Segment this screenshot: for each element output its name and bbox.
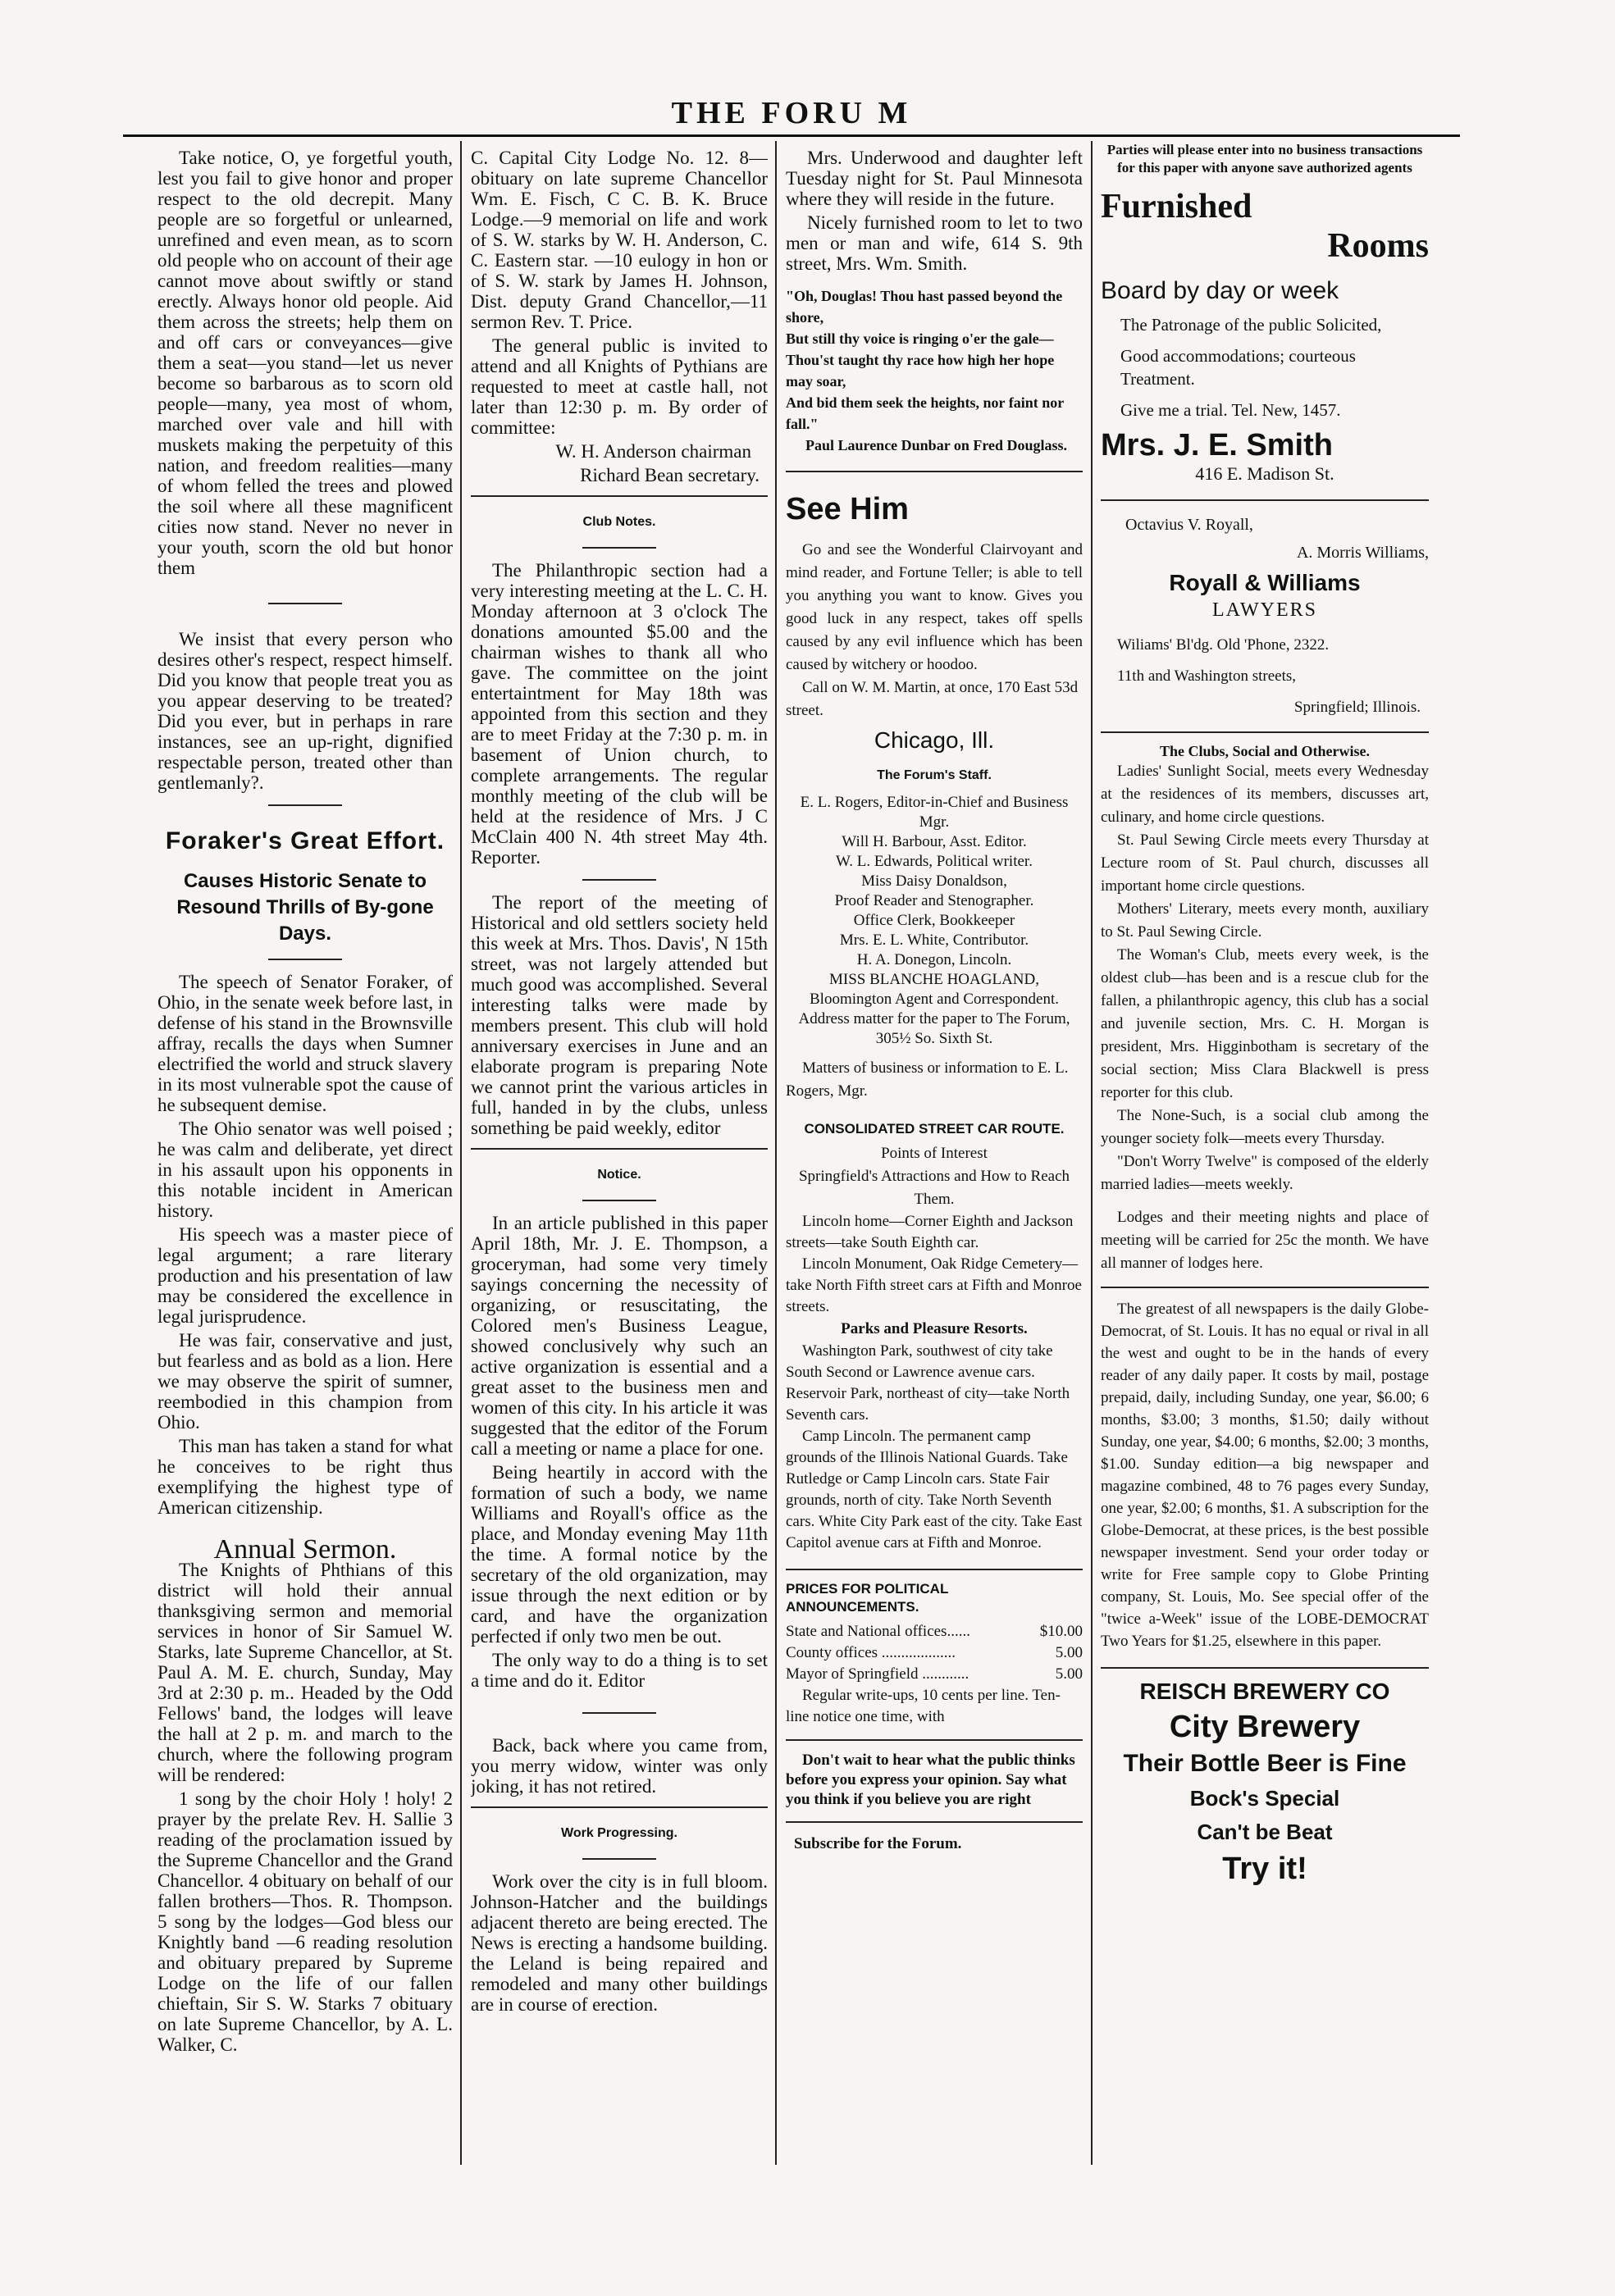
article-text: Nicely furnished room to let to two men or man and wife, 614 S. 9th street, Mrs. Wm. Smith. <box>786 212 1083 274</box>
separator <box>268 603 342 604</box>
separator <box>471 1806 768 1808</box>
separator <box>471 495 768 497</box>
article-text: This man has taken a stand for what he conceives to be right thus exemplifying the highest type of American citizenship. <box>157 1436 453 1518</box>
article-text: The Knights of Phthians of this district will hold their annual thanksgiving sermon and memorial services in honor of Sir Samuel W. Starks, late Supreme Chancellor, at St. Paul A. M. E. church, Sunday, May 3rd at 2:30 p. m.. Headed by the Odd Fellows' band, the lodges will leave the hall at 2 p. m. and march to the church, where the following program will be rendered: <box>157 1560 453 1785</box>
staff-entry: E. L. Rogers, Editor-in-Chief and Business Mgr. <box>800 794 1069 831</box>
separator <box>786 1739 1083 1741</box>
section-heading: Notice. <box>597 1168 641 1182</box>
price-label: State and National offices...... <box>786 1623 970 1640</box>
article-text: The general public is invited to attend and all Knights of Pythians are requested to meet at castle hall, not later than 12:30 p. m. By order of committee: <box>471 335 768 438</box>
brewery-slogan: Try it! <box>1222 1852 1307 1886</box>
signature: Richard Bean secretary. <box>580 465 760 485</box>
price-label: Mayor of Springfield ............ <box>786 1665 969 1683</box>
section-heading: CONSOLIDATED STREET CAR ROUTE. <box>804 1121 1065 1137</box>
poem-line: And bid them seek the heights, nor faint nor fall." <box>786 394 1064 432</box>
staff-entry: Miss Daisy Donaldson, <box>861 872 1007 890</box>
poem-line: "Oh, Douglas! Thou hast passed beyond the shore, <box>786 288 1063 326</box>
headline: Foraker's Great Effort. <box>165 827 445 854</box>
article-text: We insist that every person who desires other's respect, respect himself. Did you know that people treat you as you appear deserving to be treated? Did you ever, but in perhaps in rare instances, see an up-right, dignified respectable person, treated other than gentlemanly?. <box>157 629 453 793</box>
staff-list <box>786 793 1083 1049</box>
ad-text: A. Morris Williams, <box>1296 544 1429 562</box>
ad-text: The Patronage of the public Solicited, <box>1120 315 1382 335</box>
article-text: In an article published in this paper April 18th, Mr. J. E. Thompson, a groceryman, had some very timely sayings concerning the necessity of organizing, or resuscitating, the Colored men's Business League, showed conclusively why such an active organization is essential and a great asset to the business men and women of this city. In his article it was suggested that the editor of the Forum call a meeting or name a place for one. <box>471 1213 768 1459</box>
column-4 <box>1101 141 1429 2207</box>
article-text: Work over the city is in full bloom. Johnson-Hatcher and the buildings adjacent thereto are being erected. The News is erecting a handsome building. the Leland is being repaired and remodeled and many other buildings are in course of erection. <box>471 1871 768 2015</box>
staff-entry: H. A. Donegon, Lincoln. <box>856 951 1012 968</box>
ad-headline: Royall & Williams <box>1169 570 1361 595</box>
notice-text: Matters of business or information to E. L. Rogers, Mgr. <box>786 1059 1069 1100</box>
separator <box>582 1712 656 1714</box>
staff-entry: MISS BLANCHE HOAGLAND, <box>829 971 1039 988</box>
article-text: Take notice, O, ye forgetful youth, lest you fail to give honor and proper respect to the old decrepit. Many people are so forgetful or unlearned, unrefined and even mean, as to scorn old people who on account of their age cannot move about swiftly or stand erectly. Always honor old people. Aid them across the streets; help them on and off cars or conveyances—give them a seat—you stand—let us never become so barbarous as to scorn old people—many, yea most of whom, marched over vale and hill with muskets making the perpetuity of this nation, and freedom realities—many of whom felled the trees and plowed the soil where all these magnificent cities now stand. Never no never in your youth, scorn the old but honor them <box>157 148 453 578</box>
staff-entry: Address matter for the paper to The Forum, 305½ So. Sixth St. <box>798 1010 1070 1047</box>
notice-text: Parties will please enter into no business transactions for this paper with anyone save authorized agents <box>1106 142 1423 175</box>
ad-headline: Furnished <box>1101 188 1252 226</box>
price-label: County offices ................... <box>786 1644 956 1661</box>
club-entry: Mothers' Literary, meets every month, auxiliary to St. Paul Sewing Circle. <box>1101 900 1429 941</box>
ad-text: Wiliams' Bl'dg. Old 'Phone, 2322. <box>1117 636 1330 654</box>
ad-headline: See Him <box>786 492 909 526</box>
section-heading: Club Notes. <box>582 515 656 529</box>
club-entry: Ladies' Sunlight Social, meets every Wednesday at the residences of its members, discusses art, culinary, and home circle questions. <box>1101 763 1429 826</box>
staff-entry: Office Clerk, Bookkeeper <box>853 912 1015 929</box>
price-value: $10.00 <box>1039 1623 1083 1640</box>
separator <box>786 1821 1083 1823</box>
brewery-title: City Brewery <box>1169 1710 1361 1744</box>
price-list <box>786 1621 1083 1728</box>
ad-text: Go and see the Wonderful Clairvoyant and mind reader, and Fortune Teller; is able to tell you anything you want to know. Gives you good luck in any respect, takes off spells caused by any evil influence which has been caused by witchery or hoodoo. <box>786 541 1083 673</box>
subheadline: Causes Historic Senate to Resound Thrills of By-gone Days. <box>176 870 434 945</box>
poem <box>786 285 1083 456</box>
club-entry: St. Paul Sewing Circle meets every Thursday at Lecture room of St. Paul church, discusses all important home circle questions. <box>1101 831 1429 895</box>
staff-entry: Will H. Barbour, Asst. Editor. <box>842 833 1027 850</box>
ad-text: Springfield; Illinois. <box>1293 699 1421 716</box>
article-text: Mrs. Underwood and daughter left Tuesday night for St. Paul Minnesota where they will reside in the future. <box>786 148 1083 209</box>
route-text: Lincoln home—Corner Eighth and Jackson streets—take South Eighth car. <box>786 1213 1074 1251</box>
ad-text: Give me a trial. Tel. New, 1457. <box>1120 400 1341 420</box>
ad-subheadline: Board by day or week <box>1101 277 1339 304</box>
brewery-slogan: Their Bottle Beer is Fine <box>1123 1750 1407 1777</box>
poem-line: Thou'st taught thy race how high her hope may soar, <box>786 352 1055 390</box>
ad-headline: Rooms <box>1327 227 1429 265</box>
article-text: 1 song by the choir Holy ! holy! 2 prayer by the prelate Rev. H. Sallie 3 reading of the proclamation issued by the Supreme Chancellor and the Grand Chancellor. 4 obituary on behalf of our fallen brothers—Thos. R. Thompson. 5 song by the lodges—God bless our Knightly band —6 reading resolution and obituary prepared by Supreme Lodge on the life of our fallen chieftain, Sir S. W. Starks 7 obituary on late Supreme Chancellor, by A. L. Walker, C. <box>157 1788 453 2055</box>
route-text: Lincoln Monument, Oak Ridge Cemetery—take North Fifth street cars at Fifth and Monroe streets. <box>786 1255 1082 1315</box>
separator <box>1101 731 1429 733</box>
ad-address: 416 E. Madison St. <box>1195 463 1334 484</box>
section-heading: PRICES FOR POLITICAL ANNOUNCEMENTS. <box>786 1581 949 1615</box>
separator <box>786 471 1083 472</box>
article-text: The speech of Senator Foraker, of Ohio, in the senate week before last, in defense of his stand in the Brownsville affray, recalls the days when Sumner electrified the world and struck slavery in its most vulnerable spot the cause of he subsequent demise. <box>157 972 453 1115</box>
separator <box>1101 1287 1429 1288</box>
brewery-ad <box>1101 1679 1429 1887</box>
subheading: Springfield's Attractions and How to Reach Them. <box>798 1168 1070 1208</box>
separator <box>786 1569 1083 1570</box>
price-row <box>786 1621 1083 1642</box>
article-text: C. Capital City Lodge No. 12. 8—obituary on late supreme Chancellor Wm. E. Fisch, C C. B. K. Bruce Lodge.—9 memorial on life and work of S. W. starks by W. H. Anderson, C. C. Eastern star. —10 eulogy in hon or of S. W. stark by James H. Johnson, Dist. deputy Grand Chancellor,—11 sermon Rev. T. Price. <box>471 148 768 332</box>
signature: W. H. Anderson chairman <box>555 441 751 462</box>
article-text: The Ohio senator was well poised ; he was calm and deliberate, yet direct in his assault upon his opponents in this notable incident in American history. <box>157 1118 453 1221</box>
brewery-name: REISCH BREWERY CO <box>1139 1679 1390 1704</box>
ad-text: 11th and Washington streets, <box>1117 667 1296 685</box>
separator <box>582 547 656 549</box>
club-entry: "Don't Worry Twelve" is composed of the elderly married ladies—meets weekly. <box>1101 1153 1429 1193</box>
masthead-rule <box>123 134 1460 137</box>
brewery-slogan: Can't be Beat <box>1197 1820 1333 1844</box>
article-text: The Philanthropic section had a very interesting meeting at the L. C. H. Monday afternoon at 3 o'clock The donations amounted $5.00 and the chairman wishes to thank all who gave. The committee on the joint entertaintment for May 18th was appointed from this section and they are to meet Friday at the 7:30 p. m. in basement of Union church, to complete arrangements. The regular monthly meeting of the club will be held at the residence of Mrs. J C McClain 400 N. 4th street May 4th. Reporter. <box>471 560 768 868</box>
ad-text: Call on W. M. Martin, at once, 170 East 53d street. <box>786 679 1079 719</box>
club-entry: The Woman's Club, meets every week, is the oldest club—has been and is a rescue club for the fallen, a philanthropic agency, this club has a social and juvenile section, Mrs. C. H. Morgan is president, Mrs. Higginbotham is secretary of the social section; Miss Clara Blackwell is press reporter for this club. <box>1101 946 1429 1101</box>
price-note: Regular write-ups, 10 cents per line. Ten-line notice one time, with <box>786 1687 1061 1725</box>
column-divider <box>1091 141 1093 2165</box>
separator <box>582 1858 656 1860</box>
separator <box>1101 1667 1429 1669</box>
article-text: The only way to do a thing is to set a time and do it. Editor <box>471 1650 768 1691</box>
ad-text: Good accommodations; courteous Treatment. <box>1120 346 1356 389</box>
subheading: Parks and Pleasure Resorts. <box>841 1320 1028 1337</box>
headline: Annual Sermon. <box>213 1534 397 1565</box>
subheading: Points of Interest <box>881 1145 988 1162</box>
column-2 <box>471 148 768 2018</box>
ad-city: Chicago, Ill. <box>874 727 995 753</box>
staff-entry: Bloomington Agent and Correspondent. <box>810 991 1059 1008</box>
column-divider <box>460 141 462 2165</box>
club-entry: The None-Such, is a social club among the younger society folk—meets every Thursday. <box>1101 1107 1429 1147</box>
column-1 <box>157 148 453 2058</box>
separator <box>471 1148 768 1150</box>
article-text: The report of the meeting of Historical and old settlers society held this week at Mrs. Thos. Davis', N 15th street, was not largely attended but much good was accomplished. Several interesting talks were made by members present. This club will hold anniversary exercises in June and an elaborate program is preparing Note we cannot print the various articles in full, handed in by the clubs, unless something be paid weekly, editor <box>471 892 768 1138</box>
separator <box>268 959 342 960</box>
club-entry: Lodges and their meeting nights and place of meeting will be carried for 25c the month. We have all manner of lodges here. <box>1101 1209 1429 1272</box>
staff-entry: Proof Reader and Stenographer. <box>834 892 1034 909</box>
route-text: Washington Park, southwest of city take South Second or Lawrence avenue cars. Reservoir Park, northeast of city—take North Seventh cars. <box>786 1342 1070 1424</box>
separator <box>1101 499 1429 501</box>
column-divider <box>775 141 777 2165</box>
price-row <box>786 1642 1083 1664</box>
staff-entry: W. L. Edwards, Political writer. <box>836 853 1033 870</box>
route-text: Camp Lincoln. The permanent camp grounds of the Illinois National Guards. Take Rutledge or Camp Lincoln cars. State Fair grounds, north of city. Take North Seventh cars. White City Park east of the city. Take East Capitol avenue cars at Fifth and Monroe. <box>786 1428 1083 1551</box>
article-text: Back, back where you came from, you merry widow, winter was only joking, it has not retired. <box>471 1735 768 1797</box>
poem-line: But still thy voice is ringing o'er the gale— <box>786 330 1054 347</box>
price-value: 5.00 <box>1055 1665 1083 1683</box>
section-heading: The Forum's Staff. <box>877 768 992 782</box>
section-heading: Work Progressing. <box>561 1826 677 1840</box>
price-row <box>786 1664 1083 1685</box>
column-3 <box>786 148 1083 2206</box>
article-text: His speech was a master piece of legal argument; a rare literary production and his presentation of law may be considered the excellence in legal jurisprudence. <box>157 1224 453 1327</box>
separator <box>582 1200 656 1201</box>
quote-text: Don't wait to hear what the public thinks before you express your opinion. Say what you think if you believe you are right <box>786 1752 1075 1808</box>
article-text: Being heartily in accord with the formation of such a body, we name Williams and Royall's office as the place, and Monday evening May 11th the time. A formal notice by the secretary of the old organization, may issue through the next edition or by card, and have the organization perfected if only two men be out. <box>471 1462 768 1647</box>
newspaper-page <box>123 82 1460 2214</box>
price-value: 5.00 <box>1055 1644 1083 1661</box>
ad-subheadline: LAWYERS <box>1211 599 1318 621</box>
subscribe-line: Subscribe for the Forum. <box>794 1835 962 1852</box>
ad-text: The greatest of all newspapers is the daily Globe-Democrat, of St. Louis. It has no equal or rival in all the west and ought to be in the hands of every reader of any daily paper. It costs by mail, postage prepaid, daily, including Sunday, one year, $6.00; 6 months, $3.00; 3 months, $1.50; daily without Sunday, one year, $4.00; 6 months, $2.00; 3 months, $1.00. Sunday edition—a big newspaper and magazine combined, 48 to 76 pages every Sunday, one year, $2.00; 6 months, $1. A subscription for the Globe-Democrat, at these prices, is the best possible newspaper investment. Send your order today or write for Free sample copy to Globe Printing company, St. Louis, Mo. See special offer of the "twice a-Week" issue of the LOBE-DEMOCRAT Two Years for $1.25, elsewhere in this paper. <box>1101 1301 1429 1650</box>
masthead: THE FORU M <box>671 96 912 130</box>
ad-name: Mrs. J. E. Smith <box>1101 428 1333 462</box>
brewery-slogan: Bock's Special <box>1189 1786 1340 1811</box>
section-heading: The Clubs, Social and Otherwise. <box>1159 743 1371 759</box>
poem-attribution: Paul Laurence Dunbar on Fred Douglass. <box>805 437 1068 453</box>
separator <box>582 879 656 881</box>
ad-text: Octavius V. Royall, <box>1125 516 1253 534</box>
separator <box>268 804 342 806</box>
article-text: He was fair, conservative and just, but fearless and as bold as a lion. Here we may observe the spirit of sumner, reembodied in this champion from Ohio. <box>157 1330 453 1433</box>
clubs-list <box>1101 760 1429 1275</box>
staff-entry: Mrs. E. L. White, Contributor. <box>839 932 1029 949</box>
